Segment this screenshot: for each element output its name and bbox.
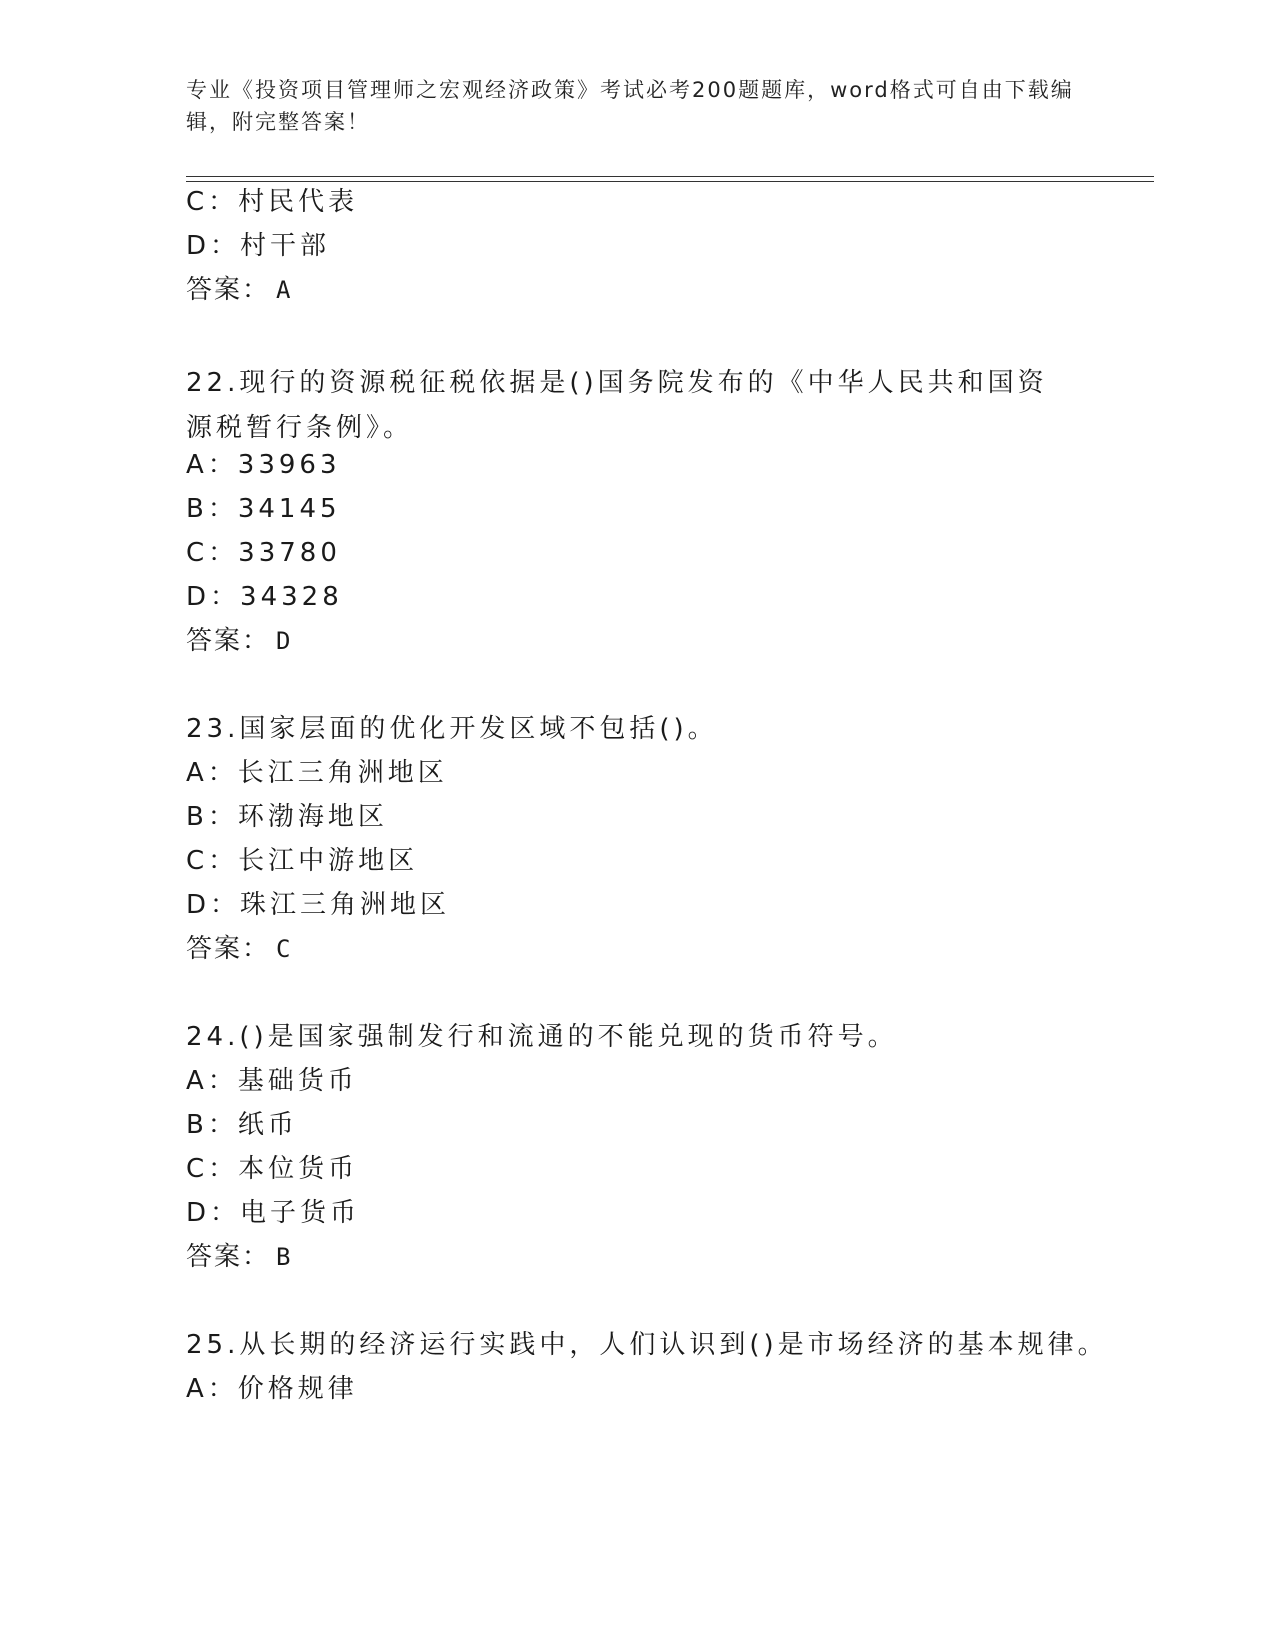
answer-value: C	[276, 935, 293, 963]
header-rule-bottom	[186, 181, 1154, 182]
answer-line	[186, 1240, 292, 1274]
answer-line	[186, 624, 292, 658]
answer-line	[186, 273, 292, 307]
question-22: 22.现行的资源税征税依据是()国务院发布的《中华人民共和国资源税暂行条例》。	[186, 368, 1048, 443]
option-b: B：环渤海地区	[186, 802, 388, 832]
option-c: C：村民代表	[186, 187, 359, 217]
option-c: C：本位货币	[186, 1154, 359, 1184]
answer-label: 答案：	[186, 1242, 271, 1272]
option-b: B：纸币	[186, 1110, 298, 1140]
option-a: A：价格规律	[186, 1374, 358, 1404]
answer-value: B	[276, 1243, 293, 1271]
option-d: D：村干部	[186, 231, 331, 261]
question-23: 23.国家层面的优化开发区域不包括()。	[186, 714, 718, 744]
option-d: D：34328	[186, 582, 343, 612]
answer-line	[186, 932, 292, 966]
option-c: C：33780	[186, 538, 341, 568]
question-24: 24.()是国家强制发行和流通的不能兑现的货币符号。	[186, 1022, 898, 1052]
option-b: B：34145	[186, 494, 341, 524]
answer-label: 答案：	[186, 934, 271, 964]
option-d: D：电子货币	[186, 1198, 361, 1228]
option-d: D：珠江三角洲地区	[186, 890, 451, 920]
document-header: 专业《投资项目管理师之宏观经济政策》考试必考200题题库，word格式可自由下载编辑，附完整答案！	[186, 78, 1074, 134]
answer-label: 答案：	[186, 275, 271, 305]
answer-value: A	[276, 276, 293, 304]
answer-value: D	[276, 627, 293, 655]
header-rule-top	[186, 176, 1154, 177]
question-25: 25.从长期的经济运行实践中，人们认识到()是市场经济的基本规律。	[186, 1330, 1108, 1360]
option-a: A：33963	[186, 450, 341, 480]
answer-label: 答案：	[186, 626, 271, 656]
option-c: C：长江中游地区	[186, 846, 419, 876]
option-a: A：基础货币	[186, 1066, 358, 1096]
option-a: A：长江三角洲地区	[186, 758, 448, 788]
